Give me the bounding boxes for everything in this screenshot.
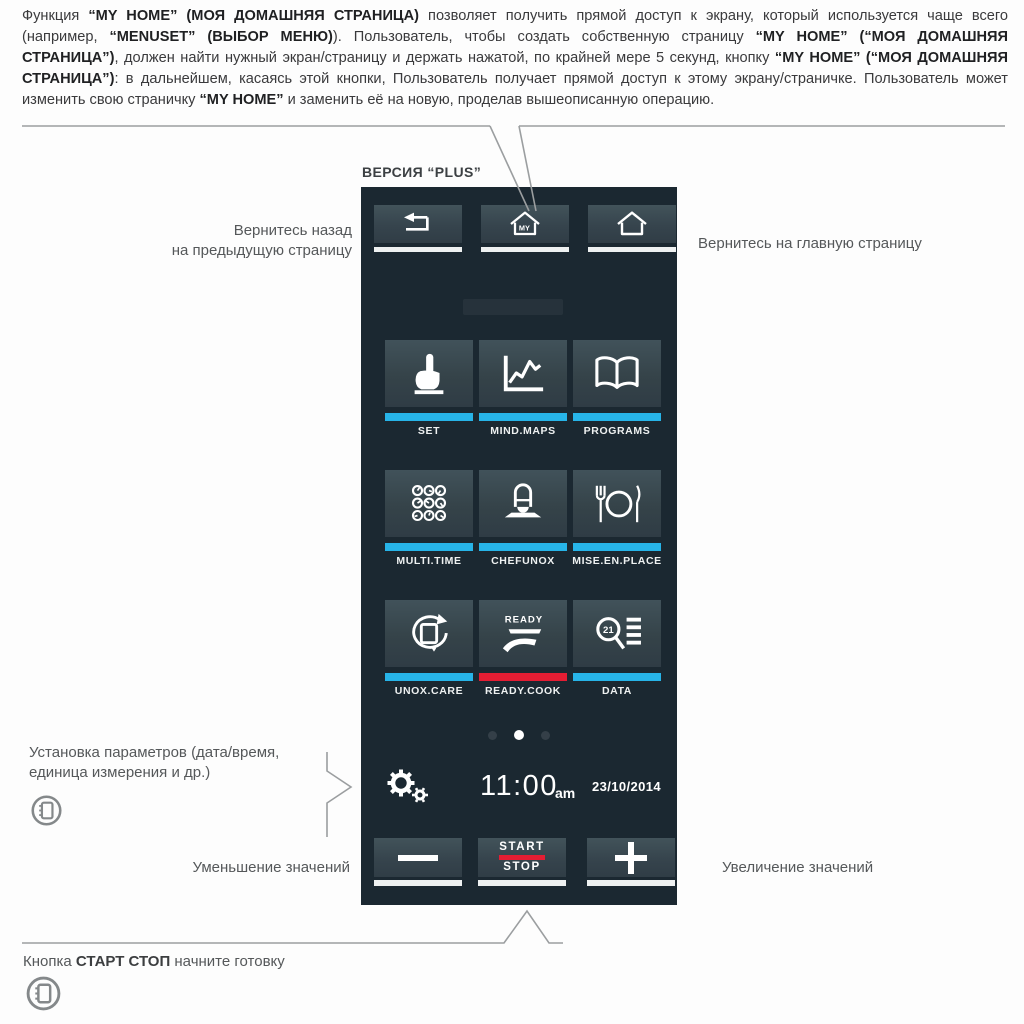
gear-icon — [385, 767, 429, 803]
tile-underline-cyan — [385, 673, 473, 681]
tile-chefunox[interactable] — [479, 470, 567, 567]
tile-underline-cyan — [385, 413, 473, 421]
tile-label: UNOX.CARE — [394, 685, 464, 697]
version-label: ВЕРСИЯ “PLUS” — [362, 164, 482, 180]
oven-touch-panel — [361, 187, 677, 905]
data-icon — [590, 611, 644, 657]
intro-paragraph: Функция “MY HOME” (МОЯ ДОМАШНЯЯ СТРАНИЦА) позволяет получить прямой доступ к экрану, который используется чаще всего (например, “MENUSET” (ВЫБОР МЕНЮ)). Пользователь, чтобы создать собственную страницу “MY HOME” (“МОЯ ДОМАШНЯЯ СТРАНИЦА”), должен найти нужный экран/страницу и держать нажатой, по крайней мере 5 секунд, кнопку “MY HOME” (“МОЯ ДОМАШНЯЯ СТРАНИЦА”): в дальнейшем, касаясь этой кнопки, Пользователь получает прямой доступ к этому экрану/страничке. Пользователь может изменить свою страничку “MY HOME” и заменить её на новую, проделав вышеописанную операцию. — [22, 8, 1009, 108]
ready-cook-icon — [496, 611, 550, 657]
set-icon — [402, 351, 456, 397]
svg-text:*: * — [533, 233, 537, 240]
minus-icon — [398, 855, 438, 861]
back-annotation: Вернитесь назад на предыдущую страницу — [171, 222, 352, 259]
tile-unox-care[interactable] — [385, 600, 473, 697]
tile-underline-cyan — [573, 413, 661, 421]
tile-mind-maps[interactable] — [479, 340, 567, 437]
start-stop-red-bar — [499, 855, 545, 860]
tile-programs[interactable] — [573, 340, 661, 437]
tile-ready-cook[interactable] — [479, 600, 567, 697]
tile-underline-cyan — [479, 543, 567, 551]
settings-annotation: Установка параметров (дата/время, единица измерения и др.) — [29, 744, 280, 781]
clock-meridiem: am — [555, 785, 576, 801]
back-icon — [395, 208, 441, 240]
multi-time-icon — [402, 481, 456, 527]
start-label: START — [499, 841, 545, 853]
bottom-rule — [22, 911, 563, 943]
decrease-annotation: Уменьшение значений — [192, 859, 350, 876]
mind-maps-icon — [496, 351, 550, 397]
mise-en-place-icon — [590, 481, 644, 527]
tile-underline-cyan — [385, 543, 473, 551]
home-button[interactable] — [588, 205, 676, 243]
tile-label: CHEFUNOX — [491, 555, 555, 567]
clock-date: 23/10/2014 — [592, 779, 662, 794]
tile-underline-red — [479, 673, 567, 681]
small-gear-icon — [412, 788, 428, 802]
decrease-button-underline — [374, 880, 462, 886]
svg-text:READY: READY — [504, 614, 544, 625]
tile-underline-cyan — [479, 413, 567, 421]
page-dot-active — [514, 730, 524, 740]
my-home-icon — [502, 208, 548, 240]
home-annotation: Вернитесь на главную страницу — [698, 235, 922, 252]
tile-label: MISE.EN.PLACE — [572, 555, 662, 567]
home-button-underline — [588, 247, 676, 252]
tile-set[interactable] — [385, 340, 473, 437]
tile-label: DATA — [601, 685, 632, 697]
page-dot — [488, 731, 497, 740]
stop-label: STOP — [503, 861, 541, 873]
tile-label: READY.COOK — [484, 685, 561, 697]
tile-label: SET — [417, 425, 441, 437]
unox-care-icon — [402, 611, 456, 657]
increase-button[interactable] — [587, 838, 675, 877]
tile-underline-cyan — [573, 543, 661, 551]
tile-label: MULTI.TIME — [396, 555, 462, 567]
tile-underline-cyan — [573, 673, 661, 681]
increase-annotation: Увеличение значений — [722, 859, 874, 876]
decrease-button[interactable] — [374, 838, 462, 877]
svg-text:21: 21 — [603, 624, 614, 636]
tile-label: PROGRAMS — [583, 425, 651, 437]
my-home-button[interactable] — [481, 205, 569, 243]
tile-data[interactable] — [573, 600, 661, 697]
chefunox-icon — [496, 481, 550, 527]
svg-text:MY: MY — [518, 223, 530, 233]
tile-multi-time[interactable] — [385, 470, 473, 567]
settings-button[interactable] — [385, 767, 429, 803]
my-home-button-underline — [481, 247, 569, 252]
increase-button-underline — [587, 880, 675, 886]
plus-icon — [615, 842, 647, 874]
programs-icon — [590, 351, 644, 397]
manual-note-icon — [25, 975, 62, 1012]
back-button-underline — [374, 247, 462, 252]
tile-label: MIND.MAPS — [490, 425, 556, 437]
manual-note-icon — [30, 794, 63, 827]
page-indicator — [361, 730, 677, 740]
start-stop-underline — [478, 880, 566, 886]
tile-mise-en-place[interactable] — [572, 470, 662, 567]
clock-time: 11:00 — [480, 770, 558, 802]
home-icon — [609, 208, 655, 240]
page-dot — [541, 731, 550, 740]
back-button[interactable] — [374, 205, 462, 243]
start-stop-caption: Кнопка СТАРТ СТОП начните готовку — [23, 953, 285, 970]
faint-screen-title — [463, 299, 563, 315]
start-stop-button[interactable] — [478, 838, 566, 877]
